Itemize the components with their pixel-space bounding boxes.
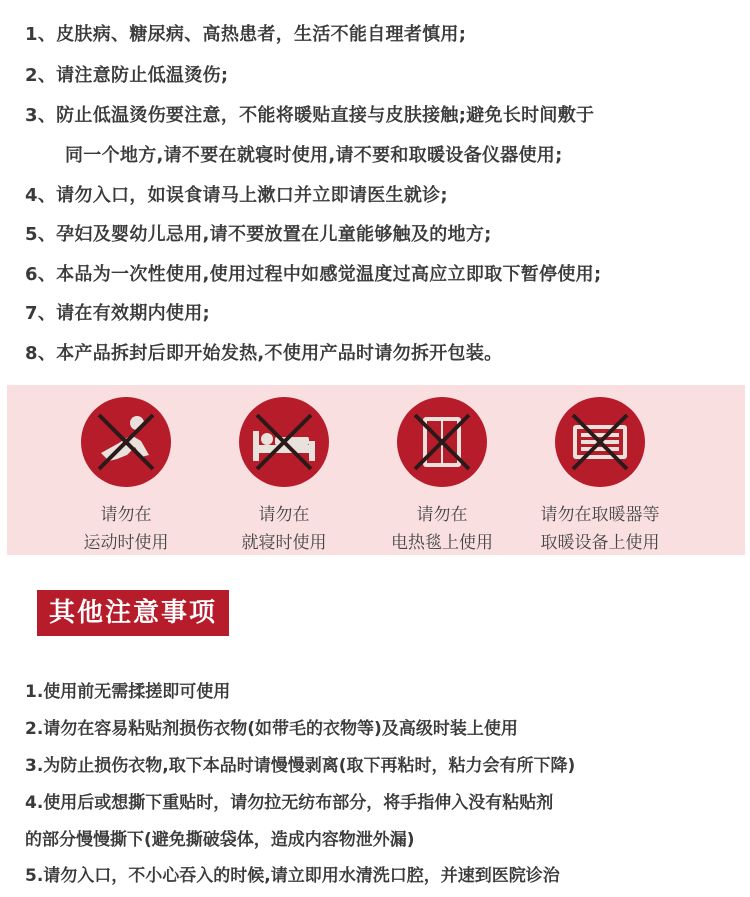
section-title: 其他注意事项: [37, 590, 229, 636]
note-item: 3.为防止损伤衣物,取下本品时请慢慢剥离(取下再粘时，粘力会有所下降): [25, 756, 576, 776]
warning-item: 3、防止低温烫伤要注意，不能将暖贴直接与皮肤接触;避免长时间敷于: [25, 105, 595, 126]
prohibition-electric-blanket: [352, 395, 532, 557]
prohibition-heater: [510, 395, 690, 557]
prohibition-line2: 电热毯上使用: [391, 533, 493, 553]
no-electric-blanket-icon: [395, 395, 489, 489]
prohibition-line2: 运动时使用: [83, 533, 169, 553]
prohibition-line1: 请勿在取暖器等: [540, 505, 660, 525]
warning-item: 4、请勿入口，如误食请马上漱口并立即请医生就诊;: [25, 185, 448, 206]
note-item: 2.请勿在容易粘贴剂损伤衣物(如带毛的衣物等)及高级时装上使用: [25, 719, 518, 739]
no-sports-icon: [79, 395, 173, 489]
warning-item: 6、本品为一次性使用,使用过程中如感觉温度过高应立即取下暂停使用;: [25, 264, 602, 285]
note-item: 的部分慢慢撕下(避免撕破袋体，造成内容物泄外漏): [25, 830, 415, 850]
prohibition-line1: 请勿在: [416, 505, 468, 525]
note-item: 4.使用后或想撕下重贴时，请勿拉无纺布部分，将手指伸入没有粘贴剂: [25, 793, 554, 813]
warning-item: 2、请注意防止低温烫伤;: [25, 65, 229, 86]
prohibition-line1: 请勿在: [258, 505, 310, 525]
prohibition-sleeping: [194, 395, 374, 557]
no-heater-icon: [553, 395, 647, 489]
prohibition-line2: 就寝时使用: [241, 533, 327, 553]
no-sleeping-icon: [237, 395, 331, 489]
warning-item: 1、皮肤病、糖尿病、高热患者，生活不能自理者慎用;: [25, 24, 467, 45]
warning-item: 5、孕妇及婴幼儿忌用,请不要放置在儿童能够触及的地方;: [25, 224, 492, 245]
note-item: 5.请勿入口，不小心吞入的时候,请立即用水清洗口腔，并速到医院诊治: [25, 866, 560, 886]
warning-item: 8、本产品拆封后即开始发热,不使用产品时请勿拆开包装。: [25, 343, 503, 364]
prohibition-line2: 取暖设备上使用: [540, 533, 660, 553]
note-item: 1.使用前无需揉搓即可使用: [25, 682, 231, 702]
warning-item: 同一个地方,请不要在就寝时使用,请不要和取暖设备仪器使用;: [65, 145, 563, 166]
prohibition-sports: [36, 395, 216, 557]
prohibition-line1: 请勿在: [100, 505, 152, 525]
warning-item: 7、请在有效期内使用;: [25, 303, 211, 324]
